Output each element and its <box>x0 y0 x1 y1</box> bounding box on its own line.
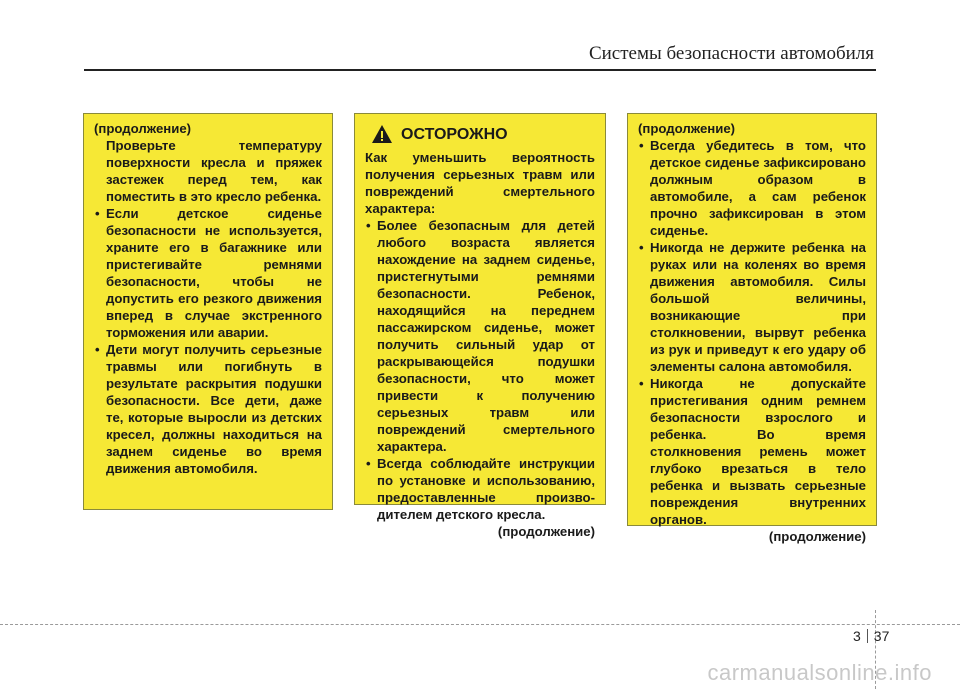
bullet-item: • Если детское сиденье безопасности не используется, храните его в багажнике или пристегивайте ремнями безопасности, чтобы не допустить его резкого движения вперед в случае экстренного торможения или аварии. <box>94 205 322 341</box>
footer-divider <box>0 624 960 625</box>
intro-paragraph: Как уменьшить вероятность получения серьезных травм или повреждений смертельного характера: <box>365 150 595 216</box>
warning-triangle-icon <box>371 124 393 144</box>
caution-box <box>354 113 606 539</box>
continued-label: (продолжение) <box>638 121 736 136</box>
page-number-value: 37 <box>873 628 890 644</box>
bullet-item: • Всегда соблюдайте инструкции по установке и использованию, предоставленные произво-дителем детского кресла. <box>365 455 595 523</box>
watermark-text: carmanualsonline.info <box>707 660 932 685</box>
intro-paragraph: Проверьте температуру поверхности кресла и пряжек застежек перед тем, как поместить в это кресло ребенка. <box>106 138 322 204</box>
bullet-item: • Более безопасным для детей любого возраста является нахождение на заднем сиденье, пристегнутыми ремнями безопасности. Ребенок, находящийся на переднем пассажирском сиденье, может получить сильный удар от раскрывающейся подушки безопасности, что может привести к получению серьезных травм или повреждений смертельного характера. <box>365 217 595 455</box>
bullet-item: • Всегда убедитесь в том, что детское сиденье зафиксировано должным образом в автомобиле, а сам ребенок прочно зафиксирован в этом сиденье. <box>638 137 866 239</box>
continued-notice-box-left <box>83 113 333 510</box>
continued-notice-box-right <box>627 113 877 544</box>
continued-label: (продолжение) <box>497 524 595 539</box>
bullet-item: • Дети могут получить серьезные травмы или погибнуть в результате раскрытия подушки безопасности. Все дети, даже те, которые выросли из детских кресел, должны находиться на заднем сиденье во время движения автомобиля. <box>94 341 322 477</box>
page-number <box>853 628 889 644</box>
header-rule <box>84 69 876 71</box>
continued-label: (продолжение) <box>768 529 866 544</box>
page-header-title: Системы безопасности автомобиля <box>588 43 874 64</box>
caution-heading <box>365 124 595 144</box>
page-number-separator <box>867 629 868 643</box>
section-number: 3 <box>853 628 861 644</box>
continued-label: (продолжение) <box>94 121 192 136</box>
bullet-item: • Никогда не допускайте пристегивания одним ремнем безопасности взрослого и ребенка. Во время столкновения ремень может глубоко врезаться в тело ребенка и вызвать серьезные повреждения внутренних органов. <box>638 375 866 528</box>
caution-heading-text: ОСТОРОЖНО <box>401 125 508 143</box>
bullet-item: • Никогда не держите ребенка на руках или на коленях во время движения автомобиля. Силы большой величины, возникающие при столкновении, вырвут ребенка из рук и приведут к его удару об элементы салона автомобиля. <box>638 239 866 375</box>
